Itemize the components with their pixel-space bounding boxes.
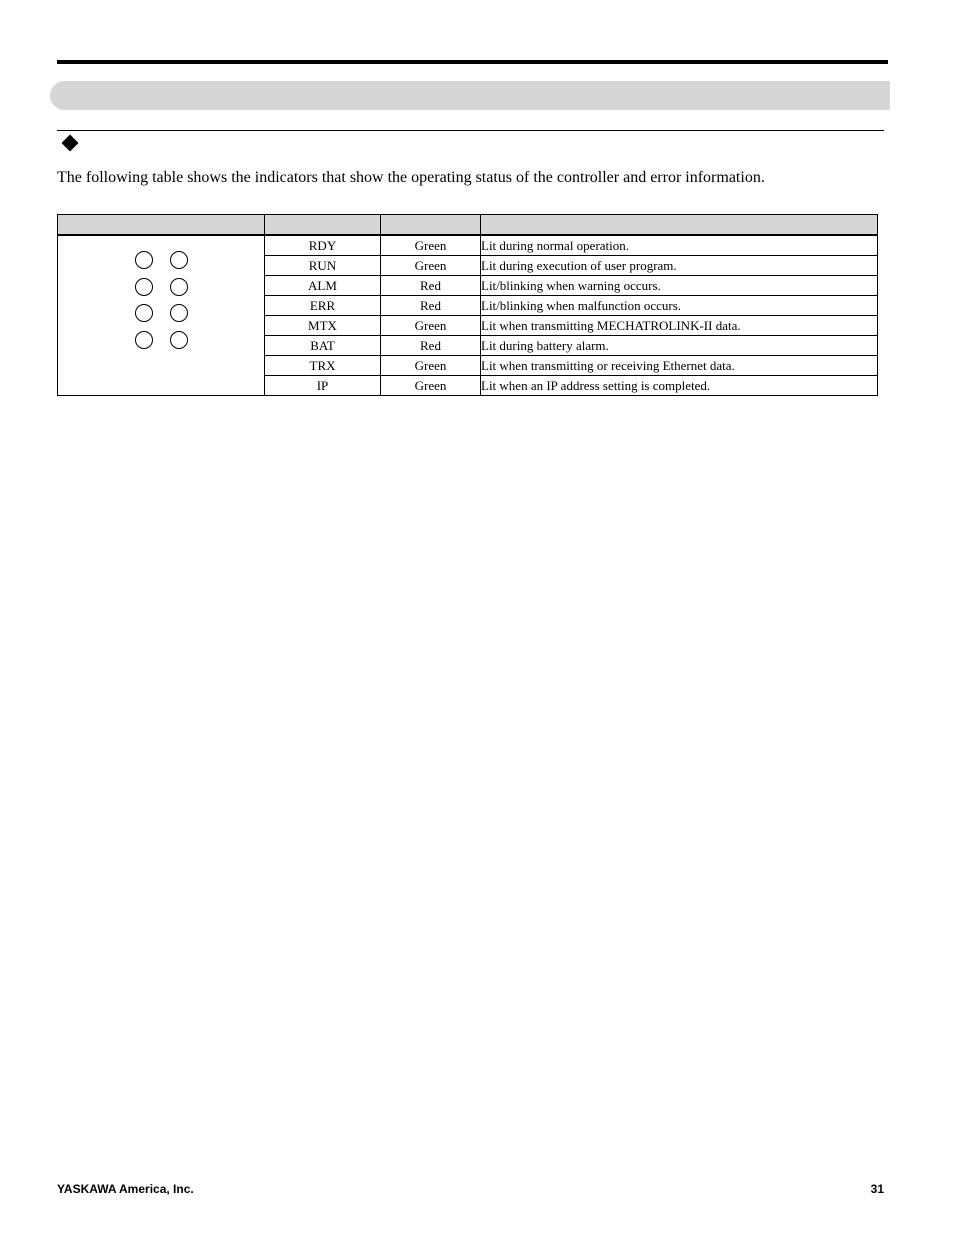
header-cell-indicator bbox=[265, 215, 381, 236]
indicator-status: Lit when transmitting MECHATROLINK-II data. bbox=[481, 316, 878, 336]
footer-company: YASKAWA America, Inc. bbox=[57, 1182, 194, 1196]
header-cell-panel bbox=[58, 215, 265, 236]
indicator-status: Lit when an IP address setting is completed. bbox=[481, 376, 878, 396]
led-circle-icon bbox=[135, 331, 153, 349]
indicator-color: Red bbox=[381, 296, 481, 316]
indicator-color: Red bbox=[381, 276, 481, 296]
indicator-name: IP bbox=[265, 376, 381, 396]
subsection-rule bbox=[57, 130, 884, 131]
indicator-table bbox=[57, 214, 878, 396]
indicator-name: MTX bbox=[265, 316, 381, 336]
indicator-color: Green bbox=[381, 316, 481, 336]
header-cell-status bbox=[481, 215, 878, 236]
led-grid bbox=[135, 251, 188, 349]
top-rule bbox=[57, 60, 888, 64]
table-row bbox=[58, 235, 878, 256]
intro-paragraph: The following table shows the indicators that show the operating status of the controller and error information. bbox=[57, 169, 765, 186]
indicator-status: Lit/blinking when warning occurs. bbox=[481, 276, 878, 296]
indicator-color: Red bbox=[381, 336, 481, 356]
led-panel-illustration bbox=[58, 235, 265, 396]
led-circle-icon bbox=[135, 278, 153, 296]
indicator-name: ERR bbox=[265, 296, 381, 316]
table-header-row bbox=[58, 215, 878, 236]
indicator-color: Green bbox=[381, 235, 481, 256]
indicator-status: Lit during execution of user program. bbox=[481, 256, 878, 276]
indicator-color: Green bbox=[381, 356, 481, 376]
diamond-bullet-icon bbox=[62, 135, 79, 152]
indicator-status: Lit during battery alarm. bbox=[481, 336, 878, 356]
led-circle-icon bbox=[135, 304, 153, 322]
led-circle-icon bbox=[170, 331, 188, 349]
footer-page-number: 31 bbox=[870, 1182, 884, 1196]
indicator-name: ALM bbox=[265, 276, 381, 296]
section-heading-band bbox=[50, 81, 890, 110]
led-circle-icon bbox=[170, 278, 188, 296]
header-cell-color bbox=[381, 215, 481, 236]
indicator-status: Lit/blinking when malfunction occurs. bbox=[481, 296, 878, 316]
indicator-name: RDY bbox=[265, 235, 381, 256]
indicator-name: BAT bbox=[265, 336, 381, 356]
indicator-name: TRX bbox=[265, 356, 381, 376]
indicator-color: Green bbox=[381, 376, 481, 396]
indicator-color: Green bbox=[381, 256, 481, 276]
led-circle-icon bbox=[135, 251, 153, 269]
indicator-status: Lit during normal operation. bbox=[481, 235, 878, 256]
indicator-name: RUN bbox=[265, 256, 381, 276]
led-circle-icon bbox=[170, 251, 188, 269]
indicator-status: Lit when transmitting or receiving Ethernet data. bbox=[481, 356, 878, 376]
led-circle-icon bbox=[170, 304, 188, 322]
